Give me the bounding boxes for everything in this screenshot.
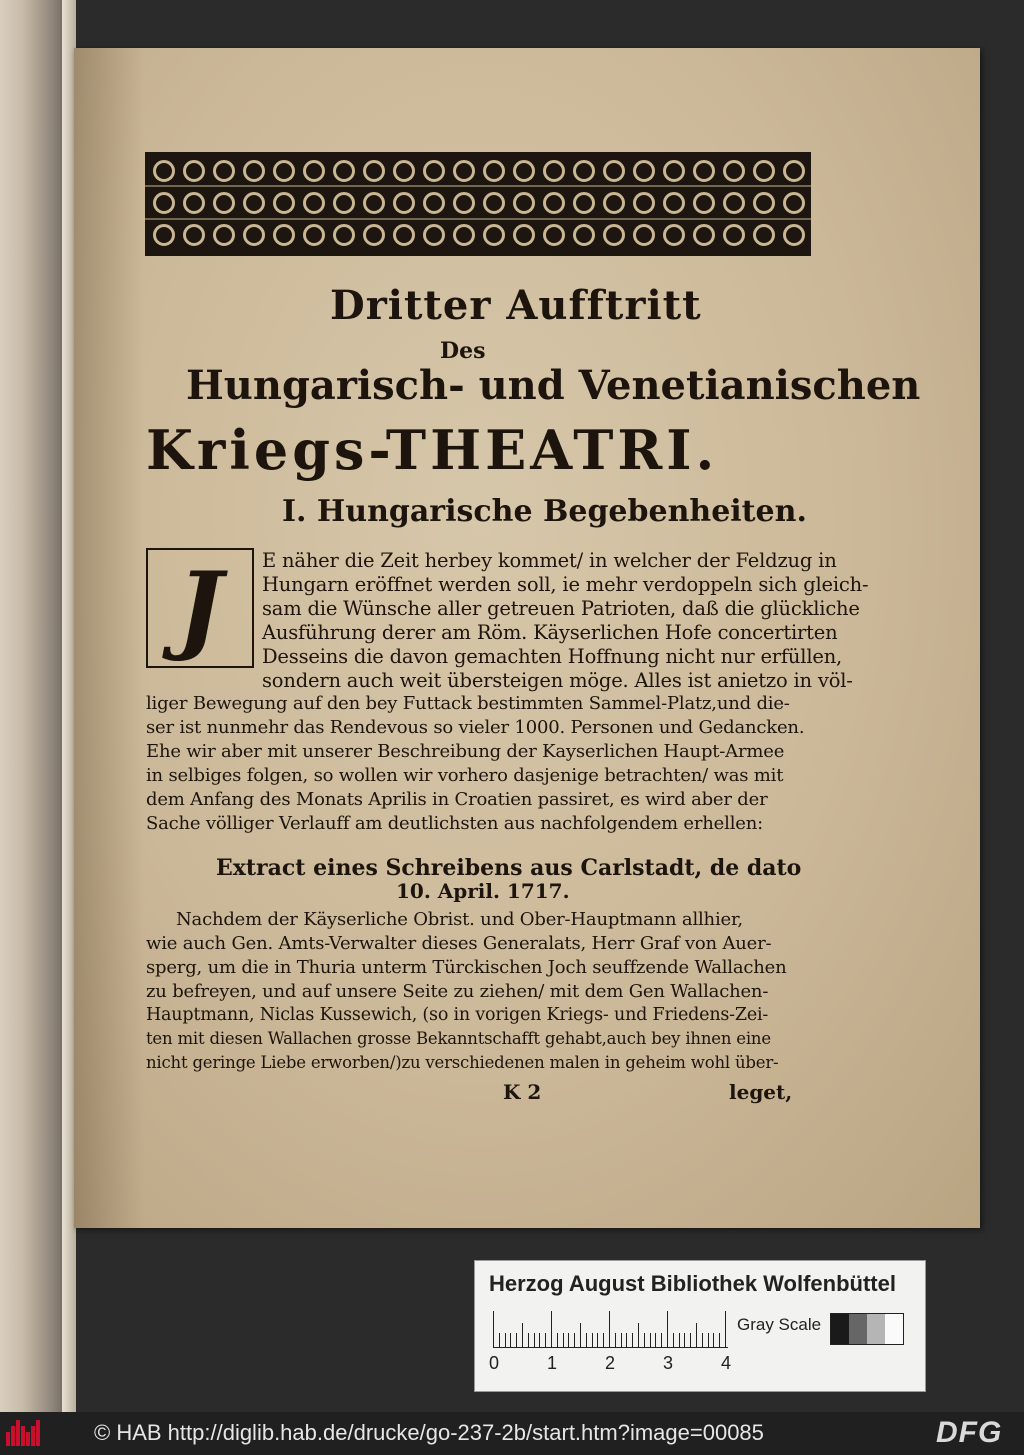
ruler-tick — [597, 1333, 598, 1347]
ornament-flower-icon — [153, 224, 175, 246]
ruler-tick — [684, 1333, 685, 1347]
hab-logo-bar — [11, 1426, 15, 1446]
ornament-divider — [145, 218, 811, 220]
swatch-dark-gray — [849, 1314, 867, 1344]
ruler-tick — [557, 1333, 558, 1347]
ruler-tick — [493, 1311, 494, 1347]
ruler-number: 2 — [605, 1353, 616, 1373]
letter-line: zu befreyen, und auf unsere Seite zu ziehen/ mit dem Gen Wallachen- — [146, 981, 769, 1002]
swatch-black — [831, 1314, 849, 1344]
ornament-flower-icon — [693, 192, 715, 214]
paragraph-line: E näher die Zeit herbey kommet/ in welcher der Feldzug in — [262, 549, 837, 572]
copyright-url[interactable]: © HAB http://diglib.hab.de/drucke/go-237-2b/start.htm?image=00085 — [94, 1420, 764, 1445]
ornament-flower-icon — [573, 192, 595, 214]
ornament-flower-icon — [303, 160, 325, 182]
paragraph-line: Desseins die davon gemachten Hoffnung nicht nur erfüllen, — [262, 645, 843, 668]
ruler-tick — [505, 1333, 506, 1347]
ruler-tick — [661, 1333, 662, 1347]
grayscale-label: Gray Scale — [737, 1315, 822, 1334]
paragraph-line: Ehe wir aber mit unserer Beschreibung der Kayserlichen Haupt-Armee — [146, 741, 785, 762]
ornament-flower-icon — [213, 192, 235, 214]
grayscale-swatches — [830, 1313, 904, 1345]
ornament-flower-icon — [723, 160, 745, 182]
ruler-tick — [632, 1333, 633, 1347]
ornament-flower-icon — [243, 160, 265, 182]
ornament-flower-icon — [363, 160, 385, 182]
ornament-divider — [145, 185, 811, 187]
ruler-number: 0 — [489, 1353, 500, 1373]
paragraph-line: Ausführung derer am Röm. Käyserlichen Hofe concertirten — [262, 621, 838, 644]
ornament-flower-icon — [753, 192, 775, 214]
swatch-light-gray — [867, 1314, 885, 1344]
ornament-flower-icon — [663, 160, 685, 182]
ornament-flower-icon — [183, 224, 205, 246]
ornament-flower-icon — [573, 224, 595, 246]
letter-line: wie auch Gen. Amts-Verwalter dieses Generalats, Herr Graf von Auer- — [146, 933, 772, 954]
ornament-flower-icon — [783, 192, 805, 214]
paragraph-line: ser ist nunmehr das Rendevous so vieler 1000. Personen und Gedancken. — [146, 717, 805, 738]
ruler-tick — [650, 1333, 651, 1347]
hab-logo-bar — [21, 1426, 25, 1446]
library-name: Herzog August Bibliothek Wolfenbüttel — [489, 1271, 896, 1296]
ruler-tick — [667, 1311, 668, 1347]
ruler-tick — [568, 1333, 569, 1347]
ornament-flower-icon — [693, 160, 715, 182]
ornament-flower-icon — [273, 160, 295, 182]
ruler-tick — [708, 1333, 709, 1347]
letter-line: sperg, um die in Thuria unterm Türckischen Joch seuffzende Wallachen — [146, 957, 787, 978]
ornament-flower-icon — [663, 224, 685, 246]
ornament-flower-icon — [453, 192, 475, 214]
ornament-flower-icon — [243, 224, 265, 246]
ornament-flower-icon — [333, 192, 355, 214]
ornament-flower-icon — [543, 160, 565, 182]
ruler-tick — [516, 1333, 517, 1347]
ornament-flower-icon — [693, 224, 715, 246]
ruler-number: 4 — [721, 1353, 732, 1373]
ornament-flower-icon — [543, 192, 565, 214]
ornament-flower-icon — [543, 224, 565, 246]
signature-mark: K 2 — [503, 1080, 542, 1104]
ruler-tick — [725, 1311, 726, 1347]
ornament-flower-icon — [153, 192, 175, 214]
ruler-tick — [638, 1323, 639, 1347]
ornament-flower-icon — [453, 160, 475, 182]
ornament-flower-icon — [243, 192, 265, 214]
gutter-shadow — [74, 48, 144, 1228]
ornament-flower-icon — [333, 160, 355, 182]
letter-heading: Extract eines Schreibens aus Carlstadt, de dato — [216, 855, 802, 881]
hab-logo-bar — [31, 1426, 35, 1446]
ruler-number: 1 — [547, 1353, 558, 1373]
library-color-card — [474, 1260, 926, 1392]
ornament-flower-icon — [153, 160, 175, 182]
ornament-flower-icon — [303, 224, 325, 246]
paragraph-line: Sache völliger Verlauff am deutlichsten aus nachfolgendem erhellen: — [146, 813, 763, 834]
decorated-initial: J — [146, 548, 254, 668]
ruler-tick — [655, 1333, 656, 1347]
ornament-flower-icon — [663, 192, 685, 214]
hab-logo-bar — [6, 1432, 10, 1446]
title-line-1: Dritter Aufftritt — [330, 282, 702, 329]
ruler-tick — [690, 1333, 691, 1347]
letter-line: nicht geringe Liebe erworben/)zu verschiedenen malen in geheim wohl über- — [146, 1053, 779, 1072]
ruler-tick — [644, 1333, 645, 1347]
ornament-flower-icon — [603, 192, 625, 214]
ruler-number: 3 — [663, 1353, 674, 1373]
ruler-tick — [626, 1333, 627, 1347]
paragraph-line: dem Anfang des Monats Aprilis in Croatien passiret, es wird aber der — [146, 789, 768, 810]
letter-line: Nachdem der Käyserliche Obrist. und Ober-Hauptmann allhier, — [176, 909, 743, 930]
ruler-tick — [609, 1311, 610, 1347]
swatch-white — [885, 1314, 903, 1344]
ornament-flower-icon — [393, 160, 415, 182]
ruler-tick — [574, 1333, 575, 1347]
letter-line: ten mit diesen Wallachen grosse Bekanntschafft gehabt,auch bey ihnen eine — [146, 1029, 771, 1048]
paragraph-line: sondern auch weit übersteigen möge. Alles ist anietzo in völ- — [262, 669, 853, 692]
ornament-flower-icon — [273, 192, 295, 214]
ornament-flower-icon — [333, 224, 355, 246]
ornament-flower-icon — [723, 192, 745, 214]
ornament-flower-icon — [753, 160, 775, 182]
hab-logo-icon — [6, 1420, 42, 1446]
hab-logo-bar — [16, 1420, 20, 1446]
ornament-flower-icon — [513, 160, 535, 182]
ornament-flower-icon — [783, 160, 805, 182]
ornament-flower-icon — [393, 224, 415, 246]
ornament-flower-icon — [483, 224, 505, 246]
ruler-tick — [719, 1333, 720, 1347]
title-line-2: Des — [440, 338, 486, 364]
dfg-logo: DFG — [936, 1416, 1003, 1449]
ornament-flower-icon — [423, 192, 445, 214]
ruler-tick — [696, 1323, 697, 1347]
ornament-flower-icon — [213, 224, 235, 246]
ornament-flower-icon — [453, 224, 475, 246]
ruler-tick — [586, 1333, 587, 1347]
ruler-tick — [621, 1333, 622, 1347]
hab-logo-bar — [26, 1432, 30, 1446]
paragraph-line: sam die Wünsche aller getreuen Patrioten, daß die glückliche — [262, 597, 860, 620]
ornament-flower-icon — [633, 224, 655, 246]
ruler-tick — [528, 1333, 529, 1347]
ornament-flower-icon — [783, 224, 805, 246]
ornament-flower-icon — [363, 192, 385, 214]
letter-date: 10. April. 1717. — [396, 879, 570, 903]
ruler-tick — [545, 1333, 546, 1347]
footer-bar — [0, 1412, 1024, 1455]
letter-line: Hauptmann, Niclas Kussewich, (so in vorigen Kriegs- und Friedens-Zei- — [146, 1005, 769, 1025]
ornament-flower-icon — [423, 160, 445, 182]
section-heading: I. Hungarische Begebenheiten. — [282, 494, 807, 529]
ornament-flower-icon — [303, 192, 325, 214]
title-line-4: Kriegs-THEATRI. — [146, 418, 719, 482]
ruler-tick — [603, 1333, 604, 1347]
scale-ruler — [493, 1311, 728, 1348]
ruler-tick — [510, 1333, 511, 1347]
ruler-tick — [702, 1333, 703, 1347]
ornament-flower-icon — [213, 160, 235, 182]
ornament-flower-icon — [183, 192, 205, 214]
paragraph-line: liger Bewegung auf den bey Futtack bestimmten Sammel-Platz,und die- — [146, 693, 790, 714]
ornament-flower-icon — [723, 224, 745, 246]
ornament-flower-icon — [753, 224, 775, 246]
ruler-tick — [534, 1333, 535, 1347]
hab-logo-bar — [36, 1420, 40, 1446]
ornament-flower-icon — [483, 160, 505, 182]
paragraph-line: Hungarn eröffnet werden soll, ie mehr verdoppeln sich gleich- — [262, 573, 869, 596]
ornament-flower-icon — [483, 192, 505, 214]
ornament-flower-icon — [633, 160, 655, 182]
ruler-tick — [673, 1333, 674, 1347]
ruler-tick — [615, 1333, 616, 1347]
ornament-flower-icon — [603, 160, 625, 182]
ruler-tick — [551, 1311, 552, 1347]
ornament-flower-icon — [363, 224, 385, 246]
ornament-flower-icon — [603, 224, 625, 246]
ornament-flower-icon — [273, 224, 295, 246]
ornament-flower-icon — [423, 224, 445, 246]
paragraph-line: in selbiges folgen, so wollen wir vorhero dasjenige betrachten/ was mit — [146, 765, 784, 786]
title-line-3: Hungarisch- und Venetianischen — [186, 362, 921, 409]
ornament-flower-icon — [393, 192, 415, 214]
ornamental-headpiece — [145, 152, 811, 256]
ornament-flower-icon — [183, 160, 205, 182]
ruler-tick — [563, 1333, 564, 1347]
ruler-tick — [522, 1323, 523, 1347]
ruler-tick — [499, 1333, 500, 1347]
ruler-tick — [592, 1333, 593, 1347]
ruler-tick — [713, 1333, 714, 1347]
ruler-tick — [580, 1323, 581, 1347]
ornament-flower-icon — [513, 224, 535, 246]
ruler-tick — [679, 1333, 680, 1347]
ornament-flower-icon — [573, 160, 595, 182]
ruler-tick — [539, 1333, 540, 1347]
ornament-flower-icon — [513, 192, 535, 214]
catchword: leget, — [729, 1080, 793, 1104]
ornament-flower-icon — [633, 192, 655, 214]
